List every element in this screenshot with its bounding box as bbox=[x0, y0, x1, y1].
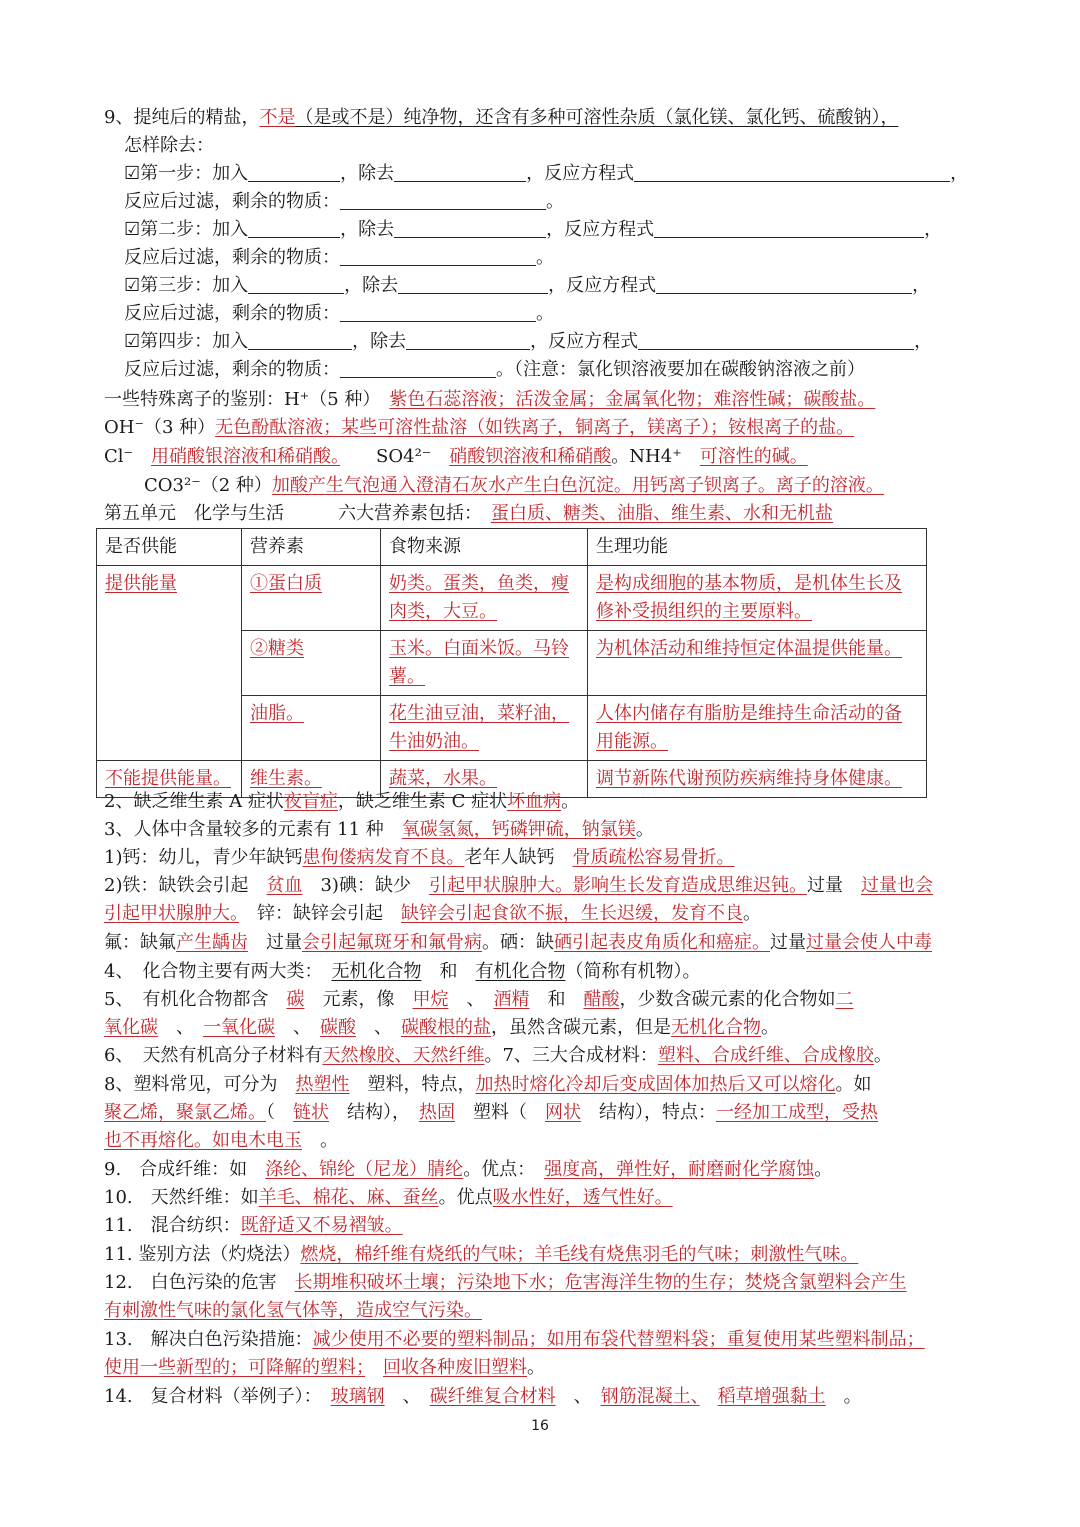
table-cell bbox=[381, 566, 588, 631]
answer: 有刺激性气味的氯化氢气体等，造成空气污染。 bbox=[104, 1300, 482, 1321]
cell-text: 玉米。白面米饭。马铃薯。 bbox=[389, 638, 569, 687]
answer: 长期堆积破坏土壤；污染地下水；危害海洋生物的生存；焚烧含氯塑料会产生 bbox=[294, 1272, 907, 1293]
cell-text: 奶类。蛋类，鱼类，瘦肉类，大豆。 bbox=[389, 573, 569, 622]
answer: 过量也会 bbox=[860, 875, 933, 896]
text: 。 bbox=[873, 1045, 892, 1066]
answer: 碳酸 bbox=[320, 1017, 356, 1038]
answer: 氧化碳 bbox=[104, 1017, 158, 1038]
answer: 甲烷 bbox=[412, 989, 449, 1010]
text: 氟：缺氟 bbox=[104, 932, 176, 953]
text: ，虽然含碳元素，但是 bbox=[491, 1017, 671, 1038]
text: 8、塑料常见，可分为 bbox=[104, 1074, 278, 1095]
table-row bbox=[97, 566, 927, 631]
answer: 氧碳氢氮，钙磷钾硫，钠氯镁 bbox=[401, 819, 636, 840]
blank bbox=[340, 359, 496, 378]
text: 。 bbox=[536, 247, 554, 268]
answer: 酒精 bbox=[493, 989, 530, 1010]
text: ，少数含碳元素的化合物如 bbox=[619, 989, 836, 1010]
text: ）， bbox=[383, 1102, 401, 1123]
plastic-structure-line bbox=[104, 1099, 984, 1127]
text: 。 bbox=[743, 903, 761, 924]
text: 反应后过滤，剩余的物质： bbox=[124, 247, 340, 268]
answer: 天然橡胶、天然纤维 bbox=[322, 1045, 485, 1066]
text: Cl⁻ bbox=[104, 446, 134, 467]
answer: 羊毛、棉花、麻、蚕丝 bbox=[258, 1187, 439, 1208]
table-header: 是否供能 bbox=[97, 529, 242, 566]
blank bbox=[248, 163, 340, 182]
answer: 燃烧，棉纤维有烧纸的气味；羊毛线有烧焦羽毛的气味；刺激性气味。 bbox=[300, 1244, 859, 1265]
cell-text: 花生油豆油，菜籽油，牛油奶油。 bbox=[389, 703, 569, 752]
natural-fiber-line bbox=[104, 1184, 984, 1212]
answer: 碳纤维复合材料 bbox=[429, 1386, 556, 1407]
text: 。优点 bbox=[438, 1187, 493, 1208]
ion-co3-line bbox=[144, 472, 1024, 500]
table-cell bbox=[97, 566, 242, 761]
answer: 一经加工成型，受热 bbox=[716, 1102, 878, 1123]
text: （简称有机物）。 bbox=[565, 961, 701, 982]
blank bbox=[638, 331, 914, 350]
text: 3)碘：缺少 bbox=[320, 875, 411, 896]
answer: 醋酸 bbox=[583, 989, 620, 1010]
ion-oh-line bbox=[104, 414, 984, 442]
answer: 加酸产生气泡通入澄清石灰水产生白色沉淀。用钙离子钡离子。离子的溶液。 bbox=[271, 475, 884, 496]
text: 5、 有机化合物都含 bbox=[104, 989, 269, 1010]
table-cell bbox=[242, 566, 381, 631]
cell-text: ②糖类 bbox=[250, 638, 304, 659]
text: 、 bbox=[466, 989, 476, 1010]
answer: 热塑性 bbox=[295, 1074, 350, 1095]
cell-text: 人体内储存有脂肪是维持生命活动的备用能源。 bbox=[596, 703, 902, 752]
answer: 既舒适又不易褶皱。 bbox=[240, 1215, 403, 1236]
composite-line bbox=[104, 1383, 984, 1411]
answer: 也不再熔化。如电木电玉 bbox=[104, 1130, 302, 1151]
text: 11. 鉴别方法（灼烧法） bbox=[104, 1244, 301, 1265]
text: 六大营养素包括： bbox=[338, 503, 473, 524]
text: ， bbox=[914, 331, 933, 352]
text: 一些特殊离子的鉴别：H⁺（5 种） bbox=[104, 389, 372, 410]
text: ☑第一步：加入 bbox=[124, 163, 249, 184]
answer: 坏血病 bbox=[507, 791, 562, 812]
table-cell bbox=[242, 696, 381, 761]
q9-line bbox=[104, 104, 984, 132]
text: 元素，像 bbox=[322, 989, 395, 1010]
text: 塑料（ bbox=[473, 1102, 527, 1123]
text: 塑料，特点， bbox=[367, 1074, 476, 1095]
identify-line bbox=[104, 1241, 984, 1269]
text: OH⁻（3 种） bbox=[104, 417, 216, 438]
text: 结构 bbox=[347, 1102, 383, 1123]
table-cell bbox=[588, 696, 927, 761]
text: 过量 bbox=[266, 932, 302, 953]
ion-h-line bbox=[104, 386, 984, 414]
cell-text: 不能提供能量。 bbox=[105, 768, 231, 789]
text: ☑第三步：加入 bbox=[124, 275, 249, 296]
text: 老年人缺钙 bbox=[464, 847, 555, 868]
text: ，除去 bbox=[344, 275, 399, 296]
inorganic-carbon-line bbox=[104, 1014, 984, 1042]
vitamin-line bbox=[104, 788, 984, 816]
answer: 引起甲状腺肿大。影响生长发育造成思维迟钝。 bbox=[428, 875, 807, 896]
text: ，反应方程式 bbox=[546, 219, 655, 240]
text: ，反应方程式 bbox=[530, 331, 639, 352]
answer: 塑料、合成纤维、合成橡胶 bbox=[657, 1045, 874, 1066]
cell-text: 油脂。 bbox=[250, 703, 304, 724]
text: SO4²⁻ bbox=[376, 446, 432, 467]
table-cell bbox=[242, 631, 381, 696]
solution-cont-line bbox=[104, 1354, 984, 1382]
text: 无机化合物 bbox=[331, 961, 422, 982]
compound-line bbox=[104, 958, 984, 986]
answer: 减少使用不必要的塑料制品；如用布袋代替塑料袋；重复使用某些塑料制品； bbox=[312, 1329, 925, 1350]
blend-line bbox=[104, 1212, 984, 1240]
text: 2)铁：缺铁会引起 bbox=[104, 875, 249, 896]
text: 。NH4⁺ bbox=[611, 446, 682, 467]
table-header: 营养素 bbox=[242, 529, 381, 566]
answer: 用硝酸银溶液和稀硝酸。 bbox=[151, 446, 341, 467]
answer: 产生龋齿 bbox=[176, 932, 248, 953]
answer: 硝酸钡溶液和稀硝酸 bbox=[449, 446, 612, 467]
answer: 网状 bbox=[545, 1102, 581, 1123]
answer: 钢筋混凝土、 bbox=[600, 1386, 700, 1407]
step4-line bbox=[124, 328, 1004, 356]
answer: 不是 bbox=[259, 107, 296, 128]
answer: 涤纶、锦纶（尼龙）腈纶 bbox=[265, 1159, 464, 1180]
text: 14. 复合材料（举例子）： bbox=[104, 1386, 313, 1407]
text: ，反应方程式 bbox=[526, 163, 635, 184]
text: 反应后过滤，剩余的物质： bbox=[124, 359, 340, 380]
table-cell bbox=[381, 631, 588, 696]
blank bbox=[406, 331, 530, 350]
text: 有机化合物 bbox=[475, 961, 566, 982]
answer: 硒引起表皮角质化和癌症。 bbox=[554, 932, 770, 953]
step2-remain-line bbox=[124, 244, 1004, 272]
answer: 夜盲症 bbox=[283, 791, 338, 812]
text: 和 bbox=[439, 961, 458, 982]
iron-iodine-line bbox=[104, 872, 984, 900]
text: 。 bbox=[527, 1357, 545, 1378]
answer: 引起甲状腺肿大。 bbox=[104, 903, 239, 924]
pollution-line bbox=[104, 1269, 984, 1297]
text: 4、 化合物主要有两大类： bbox=[104, 961, 314, 982]
cell-text: 为机体活动和维持恒定体温提供能量。 bbox=[596, 638, 902, 659]
answer: 碳 bbox=[286, 989, 305, 1010]
table-header: 生理功能 bbox=[588, 529, 927, 566]
answer: 会引起氟斑牙和氟骨病 bbox=[302, 932, 482, 953]
cell-text: 维生素。 bbox=[250, 768, 322, 789]
answer: 使用一些新型的；可降解的塑料； bbox=[104, 1357, 365, 1378]
fluorine-line bbox=[104, 929, 984, 957]
answer: 吸水性好，透气性好。 bbox=[492, 1187, 673, 1208]
plastic-cont-line bbox=[104, 1127, 984, 1155]
answer: 碳酸根的盐 bbox=[401, 1017, 491, 1038]
blank bbox=[634, 163, 950, 182]
table-header-row bbox=[97, 529, 927, 566]
pollution-cont-line bbox=[104, 1297, 984, 1325]
answer: 二 bbox=[835, 989, 854, 1010]
text: 反应后过滤，剩余的物质： bbox=[124, 191, 340, 212]
text: 。7、三大合成材料： bbox=[484, 1045, 658, 1066]
synthetic-fiber-line bbox=[104, 1156, 984, 1184]
text: 。 bbox=[561, 791, 580, 812]
blank bbox=[248, 331, 352, 350]
text: ， bbox=[924, 219, 943, 240]
answer: 缺锌会引起食欲不振，生长迟缓，发育不良 bbox=[401, 903, 743, 924]
text: （ bbox=[266, 1102, 275, 1123]
blank bbox=[654, 219, 924, 238]
zinc-line bbox=[104, 900, 984, 928]
cell-text: 提供能量 bbox=[105, 573, 177, 594]
answer: 骨质疏松容易骨折。 bbox=[572, 847, 735, 868]
text: 9、提纯后的精盐， bbox=[104, 107, 260, 128]
text: 。 bbox=[635, 819, 654, 840]
table-cell bbox=[381, 696, 588, 761]
text: 。 bbox=[546, 191, 564, 212]
text: 13. 解决白色污染措施： bbox=[104, 1329, 313, 1350]
solution-line bbox=[104, 1326, 984, 1354]
text: ☑第四步：加入 bbox=[124, 331, 249, 352]
answer: 玻璃钢 bbox=[330, 1386, 385, 1407]
text: 怎样除去： bbox=[124, 135, 214, 156]
cell-text: ①蛋白质 bbox=[250, 573, 322, 594]
text: ，除去 bbox=[352, 331, 407, 352]
answer: 强度高，弹性好，耐磨耐化学腐蚀 bbox=[544, 1159, 815, 1180]
unit5-line bbox=[104, 500, 984, 528]
blank bbox=[248, 219, 340, 238]
q9-how-line bbox=[124, 132, 1004, 160]
text: ， bbox=[950, 163, 969, 184]
text: 10. 天然纤维：如 bbox=[104, 1187, 259, 1208]
blank bbox=[656, 275, 912, 294]
blank bbox=[340, 191, 546, 210]
answer: 紫色石蕊溶液；活泼金属；金属氧化物；难溶性碱；碳酸盐。 bbox=[389, 389, 876, 410]
text: ），特点： bbox=[635, 1102, 716, 1123]
text: ， bbox=[912, 275, 931, 296]
text: 。如 bbox=[835, 1074, 872, 1095]
text: （是或不是）纯净物，还含有多种可溶性杂质（氯化镁、氯化钙、硫酸钠）， bbox=[295, 107, 899, 128]
blank bbox=[340, 303, 536, 322]
text: 。优点： bbox=[463, 1159, 527, 1180]
elements-line bbox=[104, 816, 984, 844]
text: 、 bbox=[573, 1386, 583, 1407]
text: 反应后过滤，剩余的物质： bbox=[124, 303, 340, 324]
text: CO3²⁻（2 种） bbox=[144, 475, 272, 496]
answer: 加热时熔化冷却后变成固体加热后又可以熔化 bbox=[475, 1074, 836, 1095]
text: 9. 合成纤维：如 bbox=[104, 1159, 248, 1180]
blank bbox=[394, 163, 526, 182]
blank bbox=[248, 275, 344, 294]
text: ，反应方程式 bbox=[548, 275, 657, 296]
text: 。（注意：氯化钡溶液要加在碳酸钠溶液之前） bbox=[496, 359, 865, 380]
cell-text: 是构成细胞的基本物质，是机体生长及修补受损组织的主要原料。 bbox=[596, 573, 902, 622]
answer: 患佝偻病发育不良。 bbox=[302, 847, 465, 868]
text: 。 bbox=[761, 1017, 779, 1038]
step3-remain-line bbox=[124, 300, 1004, 328]
text: 。硒：缺 bbox=[482, 932, 554, 953]
text: 和 bbox=[547, 989, 566, 1010]
answer: 回收各种废旧塑料 bbox=[383, 1357, 527, 1378]
text: 6、 天然有机高分子材料有 bbox=[104, 1045, 323, 1066]
page-number: 16 bbox=[531, 1418, 549, 1434]
blank bbox=[394, 219, 546, 238]
text: ，除去 bbox=[340, 163, 395, 184]
text: 锌：缺锌会引起 bbox=[257, 903, 383, 924]
text: 12. 白色污染的危害 bbox=[104, 1272, 277, 1293]
step1-remain-line bbox=[124, 188, 1004, 216]
text: 。 bbox=[536, 303, 554, 324]
text: ，缺乏维生素 C 症状 bbox=[337, 791, 508, 812]
text: 、 bbox=[374, 1017, 383, 1038]
cell-text: 调节新陈代谢预防疾病维持身体健康。 bbox=[596, 768, 902, 789]
step1-line bbox=[124, 160, 1004, 188]
step3-line bbox=[124, 272, 1004, 300]
calcium-line bbox=[104, 844, 984, 872]
answer: 一氧化碳 bbox=[203, 1017, 275, 1038]
ion-cl-line bbox=[104, 443, 984, 471]
step2-line bbox=[124, 216, 1004, 244]
text: 。 bbox=[843, 1386, 862, 1407]
text: 、 bbox=[293, 1017, 302, 1038]
text: 2、缺乏维生素 A 症状 bbox=[104, 791, 284, 812]
nutrient-table bbox=[96, 528, 927, 798]
text: 。 bbox=[814, 1159, 833, 1180]
text: 过量 bbox=[806, 875, 843, 896]
answer: 可溶性的碱。 bbox=[699, 446, 808, 467]
answer: 贫血 bbox=[266, 875, 303, 896]
table-header: 食物来源 bbox=[381, 529, 588, 566]
answer: 链状 bbox=[293, 1102, 329, 1123]
materials-line bbox=[104, 1042, 984, 1070]
text: 结构 bbox=[599, 1102, 635, 1123]
blank bbox=[340, 247, 536, 266]
table-cell bbox=[588, 631, 927, 696]
text: ，除去 bbox=[340, 219, 395, 240]
answer: 蛋白质、糖类、油脂、维生素、水和无机盐 bbox=[491, 503, 833, 524]
answer: 稻草增强黏土 bbox=[717, 1386, 826, 1407]
table-cell bbox=[588, 566, 927, 631]
answer: 热固 bbox=[419, 1102, 455, 1123]
step4-remain-line bbox=[124, 356, 1004, 384]
answer: 聚乙烯，聚氯乙烯。 bbox=[104, 1102, 266, 1123]
text: 。 bbox=[320, 1130, 338, 1151]
text: 、 bbox=[402, 1386, 412, 1407]
text: ☑第二步：加入 bbox=[124, 219, 249, 240]
blank bbox=[398, 275, 548, 294]
text: 1)钙：幼儿，青少年缺钙 bbox=[104, 847, 303, 868]
plastic-line bbox=[104, 1071, 984, 1099]
organic-line bbox=[104, 986, 984, 1014]
cell-text: 蔬菜，水果。 bbox=[389, 768, 497, 789]
answer: 过量会使人中毒 bbox=[806, 932, 932, 953]
answer: 无色酚酞溶液；某些可溶性盐溶（如铁离子，铜离子，镁离子）；铵根离子的盐。 bbox=[215, 417, 855, 438]
text: 、 bbox=[176, 1017, 185, 1038]
text: 第五单元 化学与生活 bbox=[104, 503, 284, 524]
text: 过量 bbox=[770, 932, 806, 953]
answer: 无机化合物 bbox=[671, 1017, 761, 1038]
text: 3、人体中含量较多的元素有 11 种 bbox=[104, 819, 384, 840]
text: 11. 混合纺织： bbox=[104, 1215, 241, 1236]
